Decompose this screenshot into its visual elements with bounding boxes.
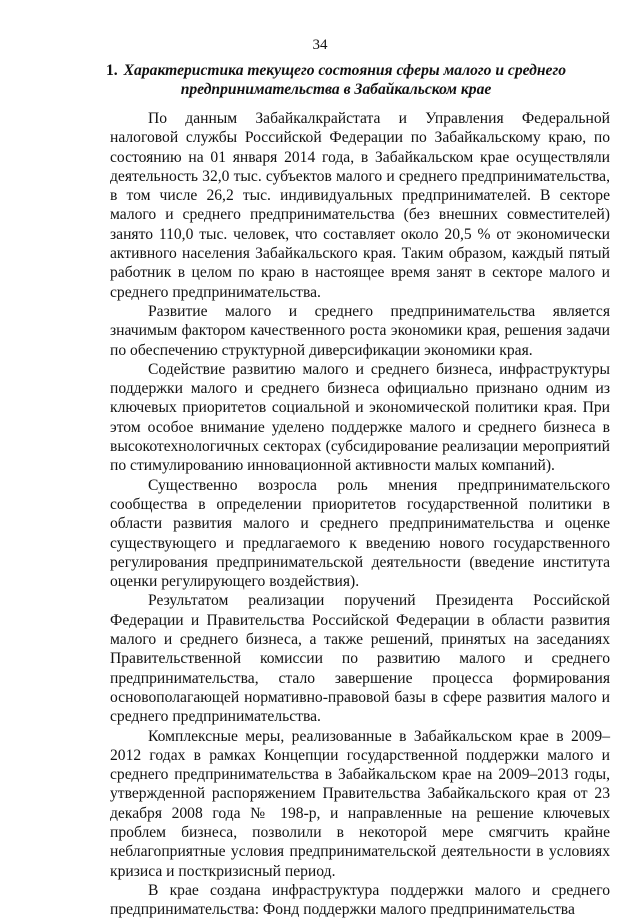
paragraph: Содействие развитию малого и среднего бизнеса, инфраструктуры поддержки малого и среднего бизнеса официально признано одним из ключевых приоритетов социальной и экономической политики края. При этом особое внимание уделено поддержке малого и среднего бизнеса в высокотехнологичных секторах (субсидирование реализации мероприятий по стимулированию инновационной активности малых компаний).	[110, 360, 610, 475]
section-title: Характеристика текущего состояния сферы малого и среднего предпринимательства в Забайкальском крае	[123, 62, 567, 98]
body-text	[110, 109, 610, 919]
paragraph: В крае создана инфраструктура поддержки малого и среднего предпринимательства: Фонд поддержки малого предпринимательства	[110, 881, 610, 919]
paragraph: Развитие малого и среднего предпринимательства является значимым фактором качественного роста экономики края, решения задачи по обеспечению структурной диверсификации экономики края.	[110, 302, 610, 359]
section-number: 1.	[105, 62, 118, 79]
page-number: 34	[312, 37, 328, 53]
paragraph: Существенно возросла роль мнения предпринимательского сообщества в определении приоритетов государственной политики в области развития малого и среднего предпринимательства и оценке существующего и предлагаемого к введению нового государственного регулирования предпринимательской деятельности (введение института оценки регулирующего воздействия).	[110, 476, 610, 591]
paragraph: Комплексные меры, реализованные в Забайкальском крае в 2009–2012 годах в рамках Концепции государственной поддержки малого и среднего предпринимательства в Забайкальском крае на 2009–2013 годы, утвержденной распоряжением Правительства Забайкальского края от 23 декабря 2008 года № 198-р, и направленные на решение ключевых проблем бизнеса, позволили в некоторой мере смягчить крайне неблагоприятные условия предпринимательской деятельности в условиях кризиса и посткризисный период.	[110, 727, 610, 880]
paragraph: По данным Забайкалкрайстата и Управления Федеральной налоговой службы Российской Федерации по Забайкальскому краю, по состоянию на 01 января 2014 года, в Забайкальском крае осуществляли деятельность 32,0 тыс. субъектов малого и среднего предпринимательства, в том числе 26,2 тыс. индивидуальных предпринимателей. В секторе малого и среднего предпринимательства (без внешних совместителей) занято 110,0 тыс. человек, что составляет около 20,5 % от экономически активного населения Забайкальского края. Таким образом, каждый пятый работник в целом по краю в настоящее время занят в секторе малого и среднего предпринимательства.	[110, 110, 610, 301]
section-heading	[96, 61, 576, 99]
paragraph: Результатом реализации поручений Президента Российской Федерации и Правительства Российской Федерации в области развития малого и среднего бизнеса, а также решений, принятых на заседаниях Правительственной комиссии по развитию малого и среднего предпринимательства, стало завершение процесса формирования основополагающей нормативно-правовой базы в сфере развития малого и среднего предпринимательства.	[110, 592, 610, 726]
